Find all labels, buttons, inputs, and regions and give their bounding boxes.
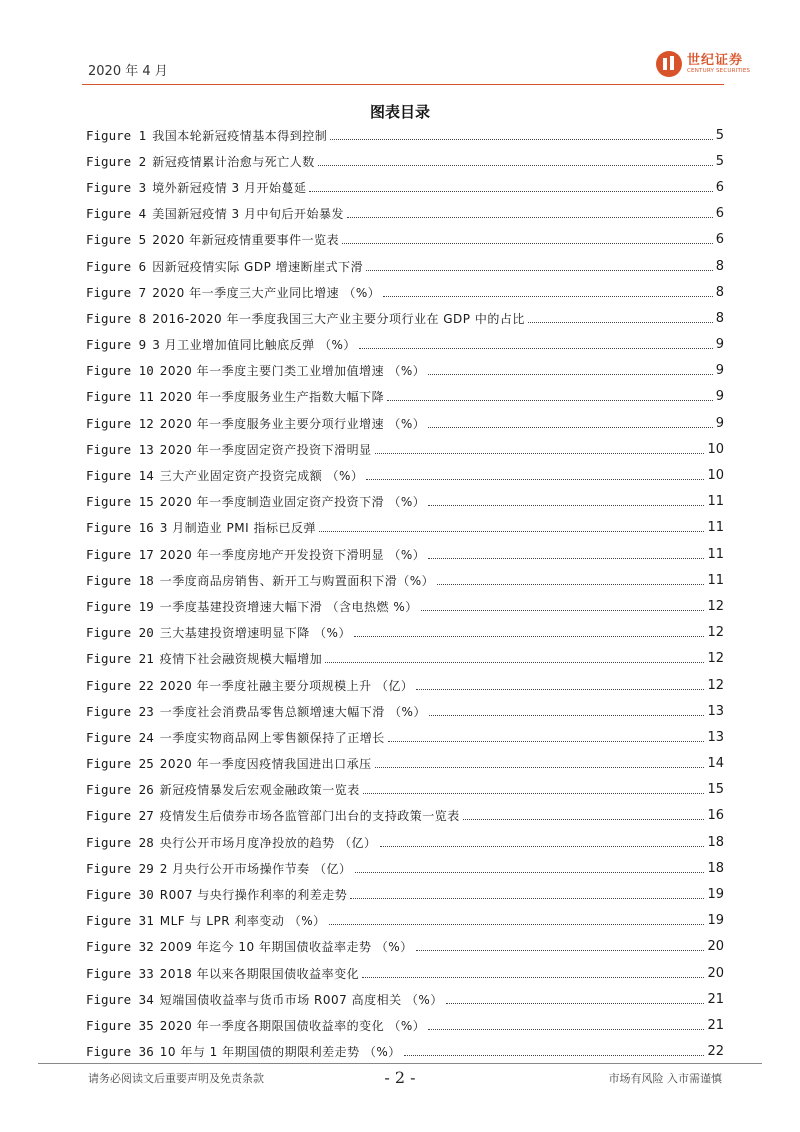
toc-entry-page: 12: [707, 625, 724, 641]
toc-entry[interactable]: [86, 515, 724, 541]
toc-dot-leader: [366, 270, 713, 271]
toc-entry-label: Figure 12: [86, 415, 154, 431]
toc-entry-label: Figure 1: [86, 127, 147, 143]
toc-entry-label: Figure 24: [86, 729, 154, 745]
toc-dot-leader: [359, 348, 713, 349]
toc-entry[interactable]: [86, 462, 724, 488]
toc-entry[interactable]: [86, 174, 724, 200]
toc-dot-leader: [347, 217, 713, 218]
toc-entry-title: 2020 年新冠疫情重要事件一览表: [152, 233, 340, 248]
toc-dot-leader: [350, 898, 704, 899]
toc-entry-label: Figure 30: [86, 887, 154, 903]
toc-dot-leader: [366, 479, 704, 480]
toc-entry[interactable]: [86, 358, 724, 384]
logo-emblem-icon: [656, 51, 682, 77]
toc-dot-leader: [363, 793, 705, 794]
toc-dot-leader: [329, 924, 705, 925]
toc-entry[interactable]: [86, 436, 724, 462]
toc-entry-page: 10: [707, 468, 724, 484]
toc-entry-page: 19: [707, 913, 724, 929]
toc-entry-page: 21: [707, 1017, 724, 1033]
toc-entry[interactable]: [86, 698, 724, 724]
toc-dot-leader: [416, 689, 704, 690]
toc-entry-page: 8: [715, 284, 724, 300]
toc-dot-leader: [463, 819, 705, 820]
toc-entry[interactable]: [86, 305, 724, 331]
toc-dot-leader: [375, 453, 705, 454]
toc-entry[interactable]: [86, 593, 724, 619]
logo-english-name: CENTURY SECURITIES: [687, 67, 751, 74]
toc-entry[interactable]: [86, 620, 724, 646]
toc-entry-page: 11: [707, 494, 724, 510]
toc-entry-title: 10 年与 1 年期国债的期限利差走势 （%）: [159, 1045, 401, 1060]
toc-entry-label: Figure 29: [86, 860, 154, 876]
toc-dot-leader: [354, 636, 705, 637]
toc-entry-label: Figure 18: [86, 572, 154, 588]
toc-entry-label: Figure 4: [86, 206, 147, 222]
toc-entry-title: 我国本轮新冠疫情基本得到控制: [152, 128, 328, 143]
toc-entry[interactable]: [86, 410, 724, 436]
toc-entry-page: 11: [707, 572, 724, 588]
toc-entry-page: 8: [715, 310, 724, 326]
toc-entry-title: 一季度商品房销售、新开工与购置面积下滑（%）: [159, 573, 435, 588]
toc-entry-label: Figure 5: [86, 232, 147, 248]
toc-entry-label: Figure 22: [86, 677, 154, 693]
toc-entry[interactable]: [86, 777, 724, 803]
toc-dot-leader: [429, 715, 705, 716]
toc-entry-title: 短端国债收益率与货币市场 R007 高度相关 （%）: [159, 992, 443, 1007]
toc-entry-label: Figure 28: [86, 834, 154, 850]
toc-entry-label: Figure 6: [86, 258, 147, 274]
toc-entry[interactable]: [86, 934, 724, 960]
toc-entry-title: 因新冠疫情实际 GDP 增速断崖式下滑: [152, 259, 364, 274]
toc-entry[interactable]: [86, 960, 724, 986]
toc-entry-page: 16: [707, 808, 724, 824]
toc-entry-page: 12: [707, 651, 724, 667]
toc-entry-page: 13: [707, 703, 724, 719]
toc-entry-title: 三大基建投资增速明显下降 （%）: [159, 626, 351, 641]
footer-disclaimer: 请务必阅读文后重要声明及免责条款: [88, 1072, 264, 1085]
toc-entry-label: Figure 23: [86, 703, 154, 719]
toc-entry[interactable]: [86, 332, 724, 358]
toc-entry-label: Figure 33: [86, 965, 154, 981]
toc-dot-leader: [428, 558, 704, 559]
toc-entry-page: 22: [707, 1044, 724, 1060]
toc-entry-title: 境外新冠疫情 3 月开始蔓延: [152, 180, 307, 195]
toc-entry[interactable]: [86, 855, 724, 881]
toc-entry-label: Figure 31: [86, 913, 154, 929]
toc-entry-page: 10: [707, 441, 724, 457]
toc-entry[interactable]: [86, 489, 724, 515]
toc-entry-label: Figure 11: [86, 389, 154, 405]
toc-entry[interactable]: [86, 148, 724, 174]
toc-entry-label: Figure 20: [86, 625, 154, 641]
toc-dot-leader: [330, 139, 712, 140]
toc-entry-title: 2020 年一季度三大产业同比增速 （%）: [152, 285, 381, 300]
toc-dot-leader: [428, 374, 712, 375]
toc-entry-label: Figure 16: [86, 520, 154, 536]
toc-entry-title: 2020 年一季度因疫情我国进出口承压: [159, 757, 372, 772]
toc-entry[interactable]: [86, 201, 724, 227]
header-divider: [82, 84, 724, 85]
toc-entry-title: 3 月制造业 PMI 指标已反弹: [159, 521, 316, 536]
toc-entry-label: Figure 27: [86, 808, 154, 824]
toc-dot-leader: [362, 977, 704, 978]
toc-entry[interactable]: [86, 1039, 724, 1065]
toc-entry-page: 9: [715, 415, 724, 431]
toc-entry-title: 2020 年一季度服务业生产指数大幅下降: [159, 390, 385, 405]
toc-dot-leader: [375, 767, 705, 768]
toc-entry-label: Figure 25: [86, 756, 154, 772]
page-number: - 2 -: [384, 1068, 416, 1087]
figure-list: [86, 122, 724, 1065]
toc-dot-leader: [342, 243, 713, 244]
toc-entry[interactable]: [86, 541, 724, 567]
toc-entry-page: 9: [715, 389, 724, 405]
toc-entry-page: 14: [707, 756, 724, 772]
toc-entry-page: 11: [707, 546, 724, 562]
toc-entry[interactable]: [86, 672, 724, 698]
toc-entry-page: 12: [707, 598, 724, 614]
toc-entry-title: 2020 年一季度服务业主要分项行业增速 （%）: [159, 416, 426, 431]
toc-entry-label: Figure 32: [86, 939, 154, 955]
toc-entry-title: 2020 年一季度各期限国债收益率的变化 （%）: [159, 1018, 426, 1033]
toc-entry-label: Figure 9: [86, 337, 147, 353]
toc-entry-page: 21: [707, 991, 724, 1007]
toc-dot-leader: [428, 505, 704, 506]
toc-entry[interactable]: [86, 567, 724, 593]
toc-entry-title: 3 月工业增加值同比触底反弹 （%）: [152, 338, 356, 353]
toc-dot-leader: [416, 950, 705, 951]
toc-entry-title: 一季度基建投资增速大幅下滑 （含电热燃 %）: [159, 599, 418, 614]
toc-entry-page: 11: [707, 520, 724, 536]
toc-entry[interactable]: [86, 803, 724, 829]
toc-entry-page: 12: [707, 677, 724, 693]
toc-entry-page: 18: [707, 834, 724, 850]
toc-title: 图表目录: [369, 103, 430, 121]
toc-entry-title: 2016-2020 年一季度我国三大产业主要分项行业在 GDP 中的占比: [152, 311, 525, 326]
toc-entry[interactable]: [86, 751, 724, 777]
toc-dot-leader: [437, 584, 704, 585]
toc-entry-label: Figure 10: [86, 363, 154, 379]
toc-entry-title: 2020 年一季度房地产开发投资下滑明显 （%）: [159, 547, 426, 562]
toc-entry-title: 一季度社会消费品零售总额增速大幅下滑 （%）: [159, 704, 426, 719]
toc-entry-page: 20: [707, 965, 724, 981]
toc-entry[interactable]: [86, 881, 724, 907]
toc-entry-title: 2020 年一季度制造业固定资产投资下滑 （%）: [159, 495, 426, 510]
toc-dot-leader: [380, 846, 705, 847]
toc-entry-title: 美国新冠疫情 3 月中旬后开始暴发: [152, 207, 344, 222]
toc-entry[interactable]: [86, 829, 724, 855]
toc-entry-page: 19: [707, 887, 724, 903]
toc-dot-leader: [421, 610, 705, 611]
toc-entry-page: 13: [707, 729, 724, 745]
toc-dot-leader: [319, 531, 705, 532]
toc-entry-page: 5: [715, 153, 724, 169]
toc-entry[interactable]: [86, 227, 724, 253]
toc-entry-label: Figure 19: [86, 598, 154, 614]
toc-entry[interactable]: [86, 908, 724, 934]
toc-entry-page: 8: [715, 258, 724, 274]
toc-dot-leader: [446, 1003, 705, 1004]
toc-entry-label: Figure 2: [86, 153, 147, 169]
toc-entry-title: 一季度实物商品网上零售额保持了正增长: [159, 730, 385, 745]
toc-entry-page: 15: [707, 782, 724, 798]
toc-entry-label: Figure 21: [86, 651, 154, 667]
toc-dot-leader: [309, 191, 712, 192]
toc-entry-title: 三大产业固定资产投资完成额 （%）: [159, 469, 364, 484]
toc-entry-title: 新冠疫情暴发后宏观金融政策一览表: [159, 783, 360, 798]
toc-entry-label: Figure 17: [86, 546, 154, 562]
toc-entry-title: 2020 年一季度主要门类工业增加值增速 （%）: [159, 364, 426, 379]
toc-entry-title: MLF 与 LPR 利率变动 （%）: [159, 914, 326, 929]
toc-dot-leader: [404, 1055, 705, 1056]
toc-entry-label: Figure 14: [86, 468, 154, 484]
toc-entry-title: 疫情发生后债券市场各监管部门出台的支持政策一览表: [159, 809, 460, 824]
toc-dot-leader: [355, 872, 705, 873]
toc-entry[interactable]: [86, 724, 724, 750]
toc-dot-leader: [428, 427, 712, 428]
toc-entry-title: 2018 年以来各期限国债收益率变化: [159, 966, 360, 981]
toc-dot-leader: [528, 322, 713, 323]
toc-entry-label: Figure 13: [86, 441, 154, 457]
toc-entry-label: Figure 26: [86, 782, 154, 798]
toc-dot-leader: [318, 165, 713, 166]
footer-divider: [38, 1063, 762, 1064]
toc-dot-leader: [325, 662, 704, 663]
toc-dot-leader: [388, 741, 705, 742]
toc-entry[interactable]: [86, 1012, 724, 1038]
toc-entry-label: Figure 36: [86, 1044, 154, 1060]
toc-entry-label: Figure 8: [86, 310, 147, 326]
toc-entry-title: 新冠疫情累计治愈与死亡人数: [152, 154, 315, 169]
toc-entry-label: Figure 34: [86, 991, 154, 1007]
toc-entry-page: 6: [715, 179, 724, 195]
toc-dot-leader: [387, 400, 713, 401]
toc-entry-page: 5: [715, 127, 724, 143]
toc-entry-title: 2020 年一季度社融主要分项规模上升 （亿）: [159, 678, 414, 693]
toc-entry-title: 央行公开市场月度净投放的趋势 （亿）: [159, 835, 377, 850]
toc-entry[interactable]: [86, 122, 724, 148]
toc-entry[interactable]: [86, 384, 724, 410]
logo-chinese-name: 世纪证券: [687, 52, 744, 68]
toc-dot-leader: [383, 296, 712, 297]
toc-dot-leader: [428, 1029, 704, 1030]
toc-entry-page: 20: [707, 939, 724, 955]
toc-entry[interactable]: [86, 253, 724, 279]
company-logo: [656, 48, 766, 80]
toc-entry-label: Figure 7: [86, 284, 147, 300]
toc-entry[interactable]: [86, 279, 724, 305]
toc-entry-title: 疫情下社会融资规模大幅增加: [159, 652, 323, 667]
toc-entry[interactable]: [86, 646, 724, 672]
toc-entry-label: Figure 15: [86, 494, 154, 510]
toc-entry[interactable]: [86, 986, 724, 1012]
footer-risk-note: 市场有风险 入市需谨慎: [608, 1072, 722, 1085]
toc-entry-page: 6: [715, 206, 724, 222]
toc-entry-page: 9: [715, 337, 724, 353]
report-date: 2020 年 4 月: [88, 64, 168, 79]
toc-entry-page: 6: [715, 232, 724, 248]
toc-entry-title: 2020 年一季度固定资产投资下滑明显: [159, 442, 372, 457]
toc-entry-title: 2 月央行公开市场操作节奏 （亿）: [159, 861, 352, 876]
toc-entry-label: Figure 35: [86, 1017, 154, 1033]
toc-entry-page: 18: [707, 860, 724, 876]
toc-entry-label: Figure 3: [86, 179, 147, 195]
toc-entry-page: 9: [715, 363, 724, 379]
toc-entry-title: R007 与央行操作利率的利差走势: [159, 888, 348, 903]
toc-entry-title: 2009 年迄今 10 年期国债收益率走势 （%）: [159, 940, 413, 955]
